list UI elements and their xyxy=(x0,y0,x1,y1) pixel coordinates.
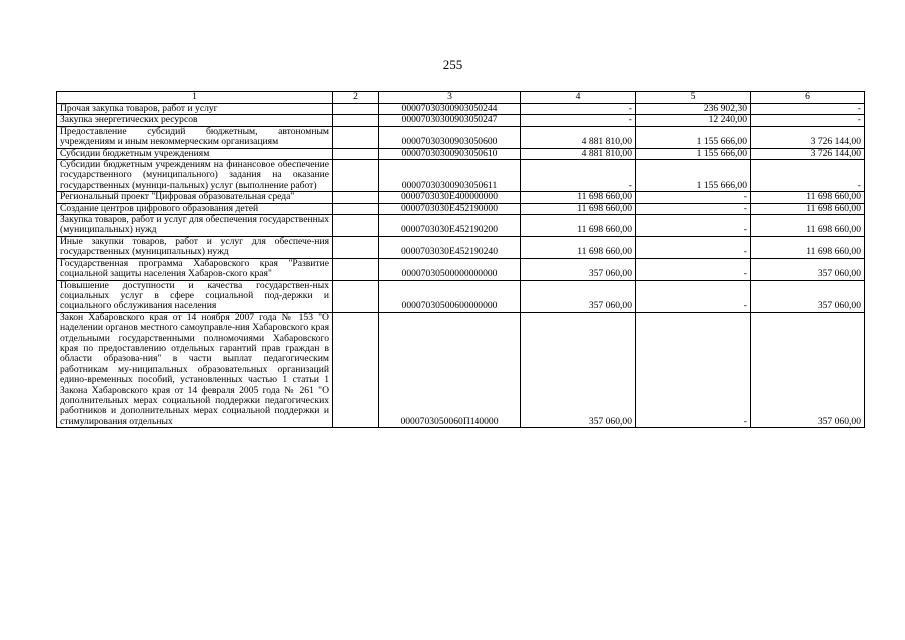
row-code-cell: 0000703030E452190000 xyxy=(379,203,521,214)
row-value-col5: 1 155 666,00 xyxy=(636,126,751,148)
row-value-col6: 11 698 660,00 xyxy=(751,203,865,214)
row-value-col4: 357 060,00 xyxy=(521,280,636,312)
row-value-col6: 357 060,00 xyxy=(751,312,865,427)
row-value-col5: 236 902,30 xyxy=(636,104,751,115)
row-col2-cell xyxy=(333,236,379,258)
row-value-col4: 357 060,00 xyxy=(521,258,636,280)
row-value-col4: 357 060,00 xyxy=(521,312,636,427)
row-col2-cell xyxy=(333,280,379,312)
row-name-cell: Субсидии бюджетным учреждениям на финансовое обеспечение государственного (муниципального) задания на оказание государственных (муници-пальных) услуг (выполнение работ) xyxy=(57,160,333,192)
row-name-cell: Субсидии бюджетным учреждениям xyxy=(57,148,333,159)
row-name-cell: Закупка товаров, работ и услуг для обеспечения государственных (муниципальных) нужд xyxy=(57,215,333,237)
budget-table xyxy=(56,91,865,428)
row-name-cell: Прочая закупка товаров, работ и услуг xyxy=(57,104,333,115)
row-col2-cell xyxy=(333,312,379,427)
row-name-cell: Закон Хабаровского края от 14 ноября 2007 года № 153 "О наделении органов местного самоуправле-ния Хабаровского края отдельными государственными полномочиями Хабаровского края по предоставлению отдельных гарантий прав граждан в области образова-ния" в части выплат педагогическим работникам му-ниципальных образовательных организаций едино-временных пособий, установленных частью 1 статьи 1 Закона Хабаровского края от 14 февраля 2005 года № 261 "О дополнительных мерах социальной поддержки педагогических работников и дополнительных мерах социальной поддержки и стимулирования отдельных xyxy=(57,312,333,427)
row-col2-cell xyxy=(333,192,379,203)
row-value-col4: - xyxy=(521,160,636,192)
row-col2-cell xyxy=(333,203,379,214)
row-name-cell: Предоставление субсидий бюджетным, автономным учреждениям и иным некоммерческим организациям xyxy=(57,126,333,148)
row-value-col6: - xyxy=(751,160,865,192)
table-row xyxy=(57,160,865,192)
row-col2-cell xyxy=(333,126,379,148)
table-row xyxy=(57,236,865,258)
table-row xyxy=(57,280,865,312)
header-row xyxy=(57,92,865,104)
row-value-col6: - xyxy=(751,115,865,126)
table-row xyxy=(57,203,865,214)
row-name-cell: Государственная программа Хабаровского края "Развитие социальной защиты населения Хабаров-ского края" xyxy=(57,258,333,280)
table-row xyxy=(57,104,865,115)
page-number: 255 xyxy=(442,57,463,72)
row-value-col4: 11 698 660,00 xyxy=(521,203,636,214)
row-col2-cell xyxy=(333,160,379,192)
row-value-col5: 12 240,00 xyxy=(636,115,751,126)
row-value-col5: - xyxy=(636,203,751,214)
row-value-col5: - xyxy=(636,215,751,237)
row-code-cell: 0000703030E452190240 xyxy=(379,236,521,258)
row-value-col5: 1 155 666,00 xyxy=(636,148,751,159)
column-header: 6 xyxy=(751,92,865,104)
row-col2-cell xyxy=(333,104,379,115)
row-value-col4: 4 881 810,00 xyxy=(521,148,636,159)
column-header: 1 xyxy=(57,92,333,104)
column-header: 4 xyxy=(521,92,636,104)
row-value-col5: - xyxy=(636,192,751,203)
row-name-cell: Иные закупки товаров, работ и услуг для обеспече-ния государственных (муниципальных) нужд xyxy=(57,236,333,258)
row-code-cell: 0000703050060П140000 xyxy=(379,312,521,427)
row-value-col4: 11 698 660,00 xyxy=(521,215,636,237)
row-value-col6: 357 060,00 xyxy=(751,280,865,312)
row-value-col5: - xyxy=(636,312,751,427)
row-value-col4: - xyxy=(521,115,636,126)
row-col2-cell xyxy=(333,258,379,280)
row-value-col6: 3 726 144,00 xyxy=(751,148,865,159)
row-code-cell: 00007030300903050611 xyxy=(379,160,521,192)
row-col2-cell xyxy=(333,115,379,126)
row-code-cell: 0000703030E400000000 xyxy=(379,192,521,203)
column-header: 2 xyxy=(333,92,379,104)
row-code-cell: 00007030300903050244 xyxy=(379,104,521,115)
table-row xyxy=(57,115,865,126)
row-name-cell: Создание центров цифрового образования детей xyxy=(57,203,333,214)
table-row xyxy=(57,312,865,427)
row-code-cell: 00007030300903050247 xyxy=(379,115,521,126)
row-value-col6: 11 698 660,00 xyxy=(751,215,865,237)
row-value-col4: 11 698 660,00 xyxy=(521,192,636,203)
row-code-cell: 00007030300903050600 xyxy=(379,126,521,148)
table-body xyxy=(57,104,865,428)
row-name-cell: Повышение доступности и качества государствен-ных социальных услуг в сфере социальной под-держки и социального обслуживания населения xyxy=(57,280,333,312)
row-col2-cell xyxy=(333,215,379,237)
row-code-cell: 00007030500000000000 xyxy=(379,258,521,280)
row-value-col4: - xyxy=(521,104,636,115)
row-value-col5: - xyxy=(636,236,751,258)
row-value-col5: 1 155 666,00 xyxy=(636,160,751,192)
column-header: 3 xyxy=(379,92,521,104)
row-value-col4: 4 881 810,00 xyxy=(521,126,636,148)
row-code-cell: 0000703030E452190200 xyxy=(379,215,521,237)
row-value-col6: 3 726 144,00 xyxy=(751,126,865,148)
row-value-col6: 11 698 660,00 xyxy=(751,192,865,203)
row-value-col5: - xyxy=(636,280,751,312)
row-value-col6: - xyxy=(751,104,865,115)
column-header: 5 xyxy=(636,92,751,104)
table-row xyxy=(57,215,865,237)
row-value-col5: - xyxy=(636,258,751,280)
row-col2-cell xyxy=(333,148,379,159)
table-row xyxy=(57,148,865,159)
row-code-cell: 00007030300903050610 xyxy=(379,148,521,159)
table-row xyxy=(57,192,865,203)
row-value-col6: 11 698 660,00 xyxy=(751,236,865,258)
row-value-col4: 11 698 660,00 xyxy=(521,236,636,258)
table-row xyxy=(57,126,865,148)
row-name-cell: Региональный проект "Цифровая образовательная среда" xyxy=(57,192,333,203)
row-name-cell: Закупка энергетических ресурсов xyxy=(57,115,333,126)
row-value-col6: 357 060,00 xyxy=(751,258,865,280)
row-code-cell: 00007030500600000000 xyxy=(379,280,521,312)
table-row xyxy=(57,258,865,280)
